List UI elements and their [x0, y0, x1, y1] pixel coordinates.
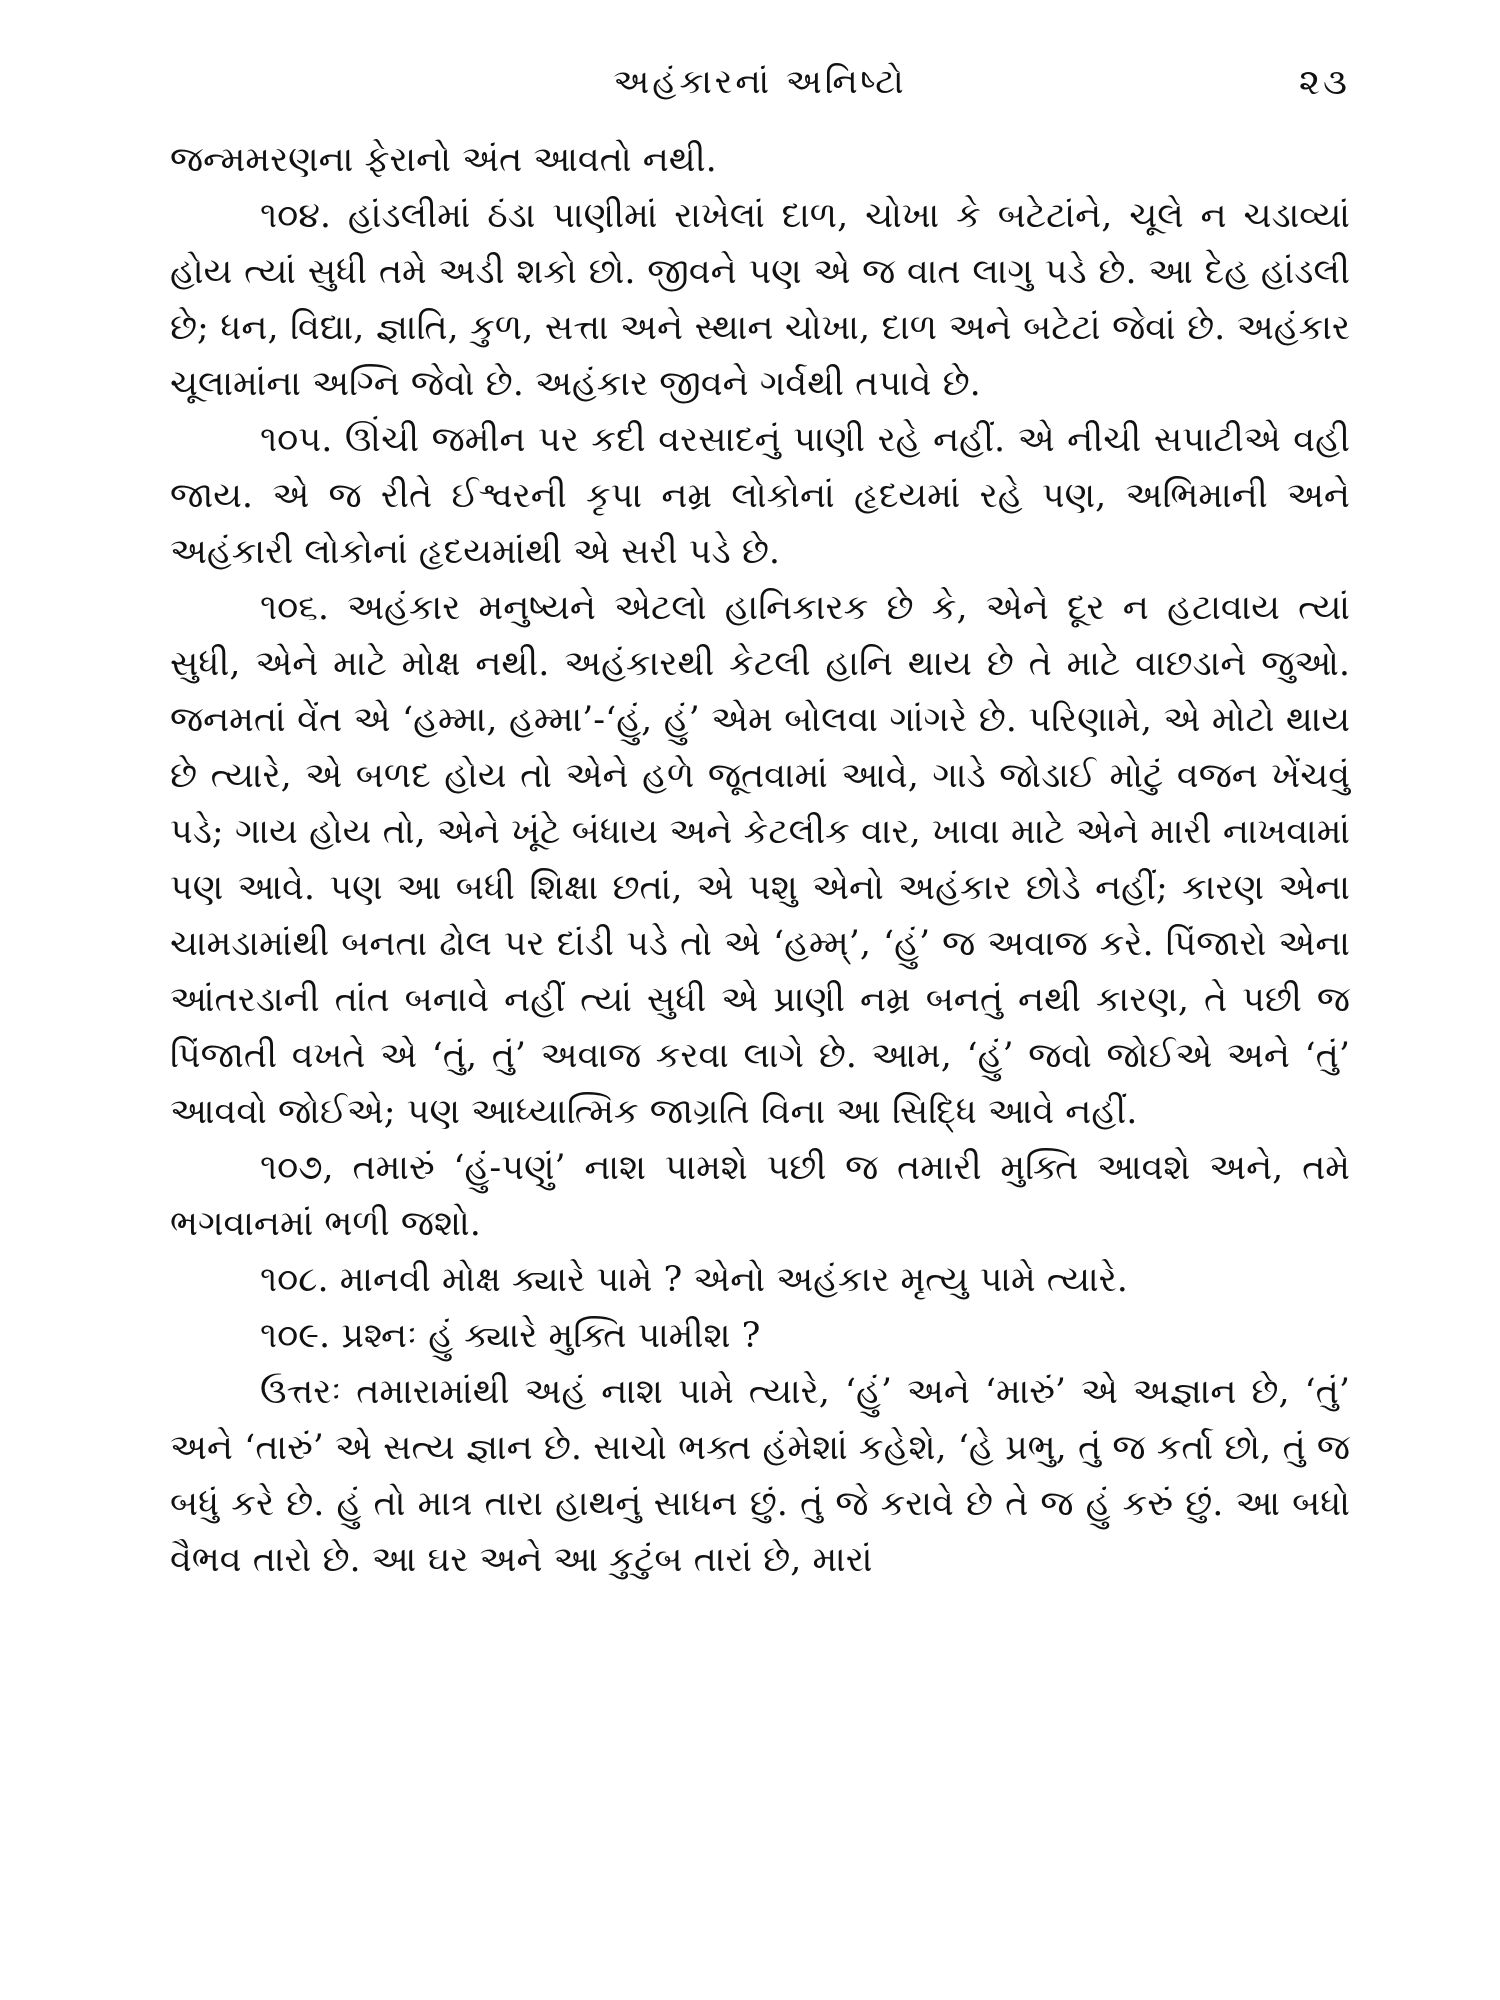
paragraph-104: ૧૦૪. હાંડલીમાં ઠંડા પાણીમાં રાખેલાં દાળ, ચોખા કે બટેટાંને, ચૂલે ન ચડાવ્યાં હોય ત્યાં સુધી તમે અડી શકો છો. જીવને પણ એ જ વાત લાગુ પડે છે. આ દેહ હાંડલી છે; ધન, વિદ્યા, જ્ઞાતિ, કુળ, સત્તા અને સ્થાન ચોખા, દાળ અને બટેટાં જેવાં છે. અહંકાર ચૂલામાંના અગ્નિ જેવો છે. અહંકાર જીવને ગર્વથી તપાવે છે. — [170, 196, 1350, 404]
page-number: ૨૩ — [1298, 62, 1350, 103]
body-text — [170, 132, 1350, 1588]
paragraph-105: ૧૦૫. ઊંચી જમીન પર કદી વરસાદનું પાણી રહે નહીં. એ નીચી સપાટીએ વહી જાય. એ જ રીતે ઈશ્વરની કૃપા નમ્ર લોકોનાં હૃદયમાં રહે પણ, અભિમાની અને અહંકારી લોકોનાં હૃદયમાંથી એ સરી પડે છે. — [170, 420, 1350, 572]
paragraph-continuation: જન્મમરણના ફેરાનો અંત આવતો નથી. — [170, 140, 717, 180]
paragraph-106: ૧૦૬. અહંકાર મનુષ્યને એટલો હાનિકારક છે કે, એને દૂર ન હટાવાય ત્યાં સુધી, એને માટે મોક્ષ નથી. અહંકારથી કેટલી હાનિ થાય છે તે માટે વાછડાને જુઓ. જનમતાં વેંત એ ‘હમ્મા, હમ્મા’-‘હું, હું’ એમ બોલવા ગાંગરે છે. પરિણામે, એ મોટો થાય છે ત્યારે, એ બળદ હોય તો એને હળે જૂતવામાં આવે, ગાડે જોડાઈ મોટું વજન ખેંચવું પડે; ગાય હોય તો, એને ખૂંટે બંધાય અને કેટલીક વાર, ખાવા માટે એને મારી નાખવામાં પણ આવે. પણ આ બધી શિક્ષા છતાં, એ પશુ એનો અહંકાર છોડે નહીં; કારણ એના ચામડામાંથી બનતા ઢોલ પર દાંડી પડે તો એ ‘હમ્મ્’, ‘હું’ જ અવાજ કરે. પિંજારો એના આંતરડાની તાંત બનાવે નહીં ત્યાં સુધી એ પ્રાણી નમ્ર બનતું નથી કારણ, તે પછી જ પિંજાતી વખતે એ ‘તું, તું’ અવાજ કરવા લાગે છે. આમ, ‘હું’ જવો જોઈએ અને ‘તું’ આવવો જોઈએ; પણ આધ્યાત્મિક જાગ્રતિ વિના આ સિદ્ધિ આવે નહીં. — [170, 588, 1350, 1132]
running-header — [170, 62, 1350, 112]
paragraph-107: ૧૦૭, તમારું ‘હું-પણું’ નાશ પામશે પછી જ તમારી મુક્તિ આવશે અને, તમે ભગવાનમાં ભળી જશો. — [170, 1148, 1350, 1244]
paragraph-109-question: ૧૦૯. પ્રશ્નઃ હું ક્યારે મુક્તિ પામીશ ? — [260, 1316, 761, 1356]
paragraph-108: ૧૦૮. માનવી મોક્ષ ક્યારે પામે ? એનો અહંકાર મૃત્યુ પામે ત્યારે. — [260, 1260, 1128, 1300]
paragraph-109-answer: ઉત્તરઃ તમારામાંથી અહં નાશ પામે ત્યારે, ‘હું’ અને ‘મારું’ એ અજ્ઞાન છે, ‘તું’ અને ‘તારું’ એ સત્ય જ્ઞાન છે. સાચો ભક્ત હંમેશાં કહેશે, ‘હે પ્રભુ, તું જ કર્તા છો, તું જ બધું કરે છે. હું તો માત્ર તારા હાથનું સાધન છું. તું જે કરાવે છે તે જ હું કરું છું. આ બધો વૈભવ તારો છે. આ ઘર અને આ કુટુંબ તારાં છે, મારાં — [170, 1372, 1350, 1580]
chapter-title: અહંકારનાં અનિષ્ટો — [613, 62, 907, 102]
